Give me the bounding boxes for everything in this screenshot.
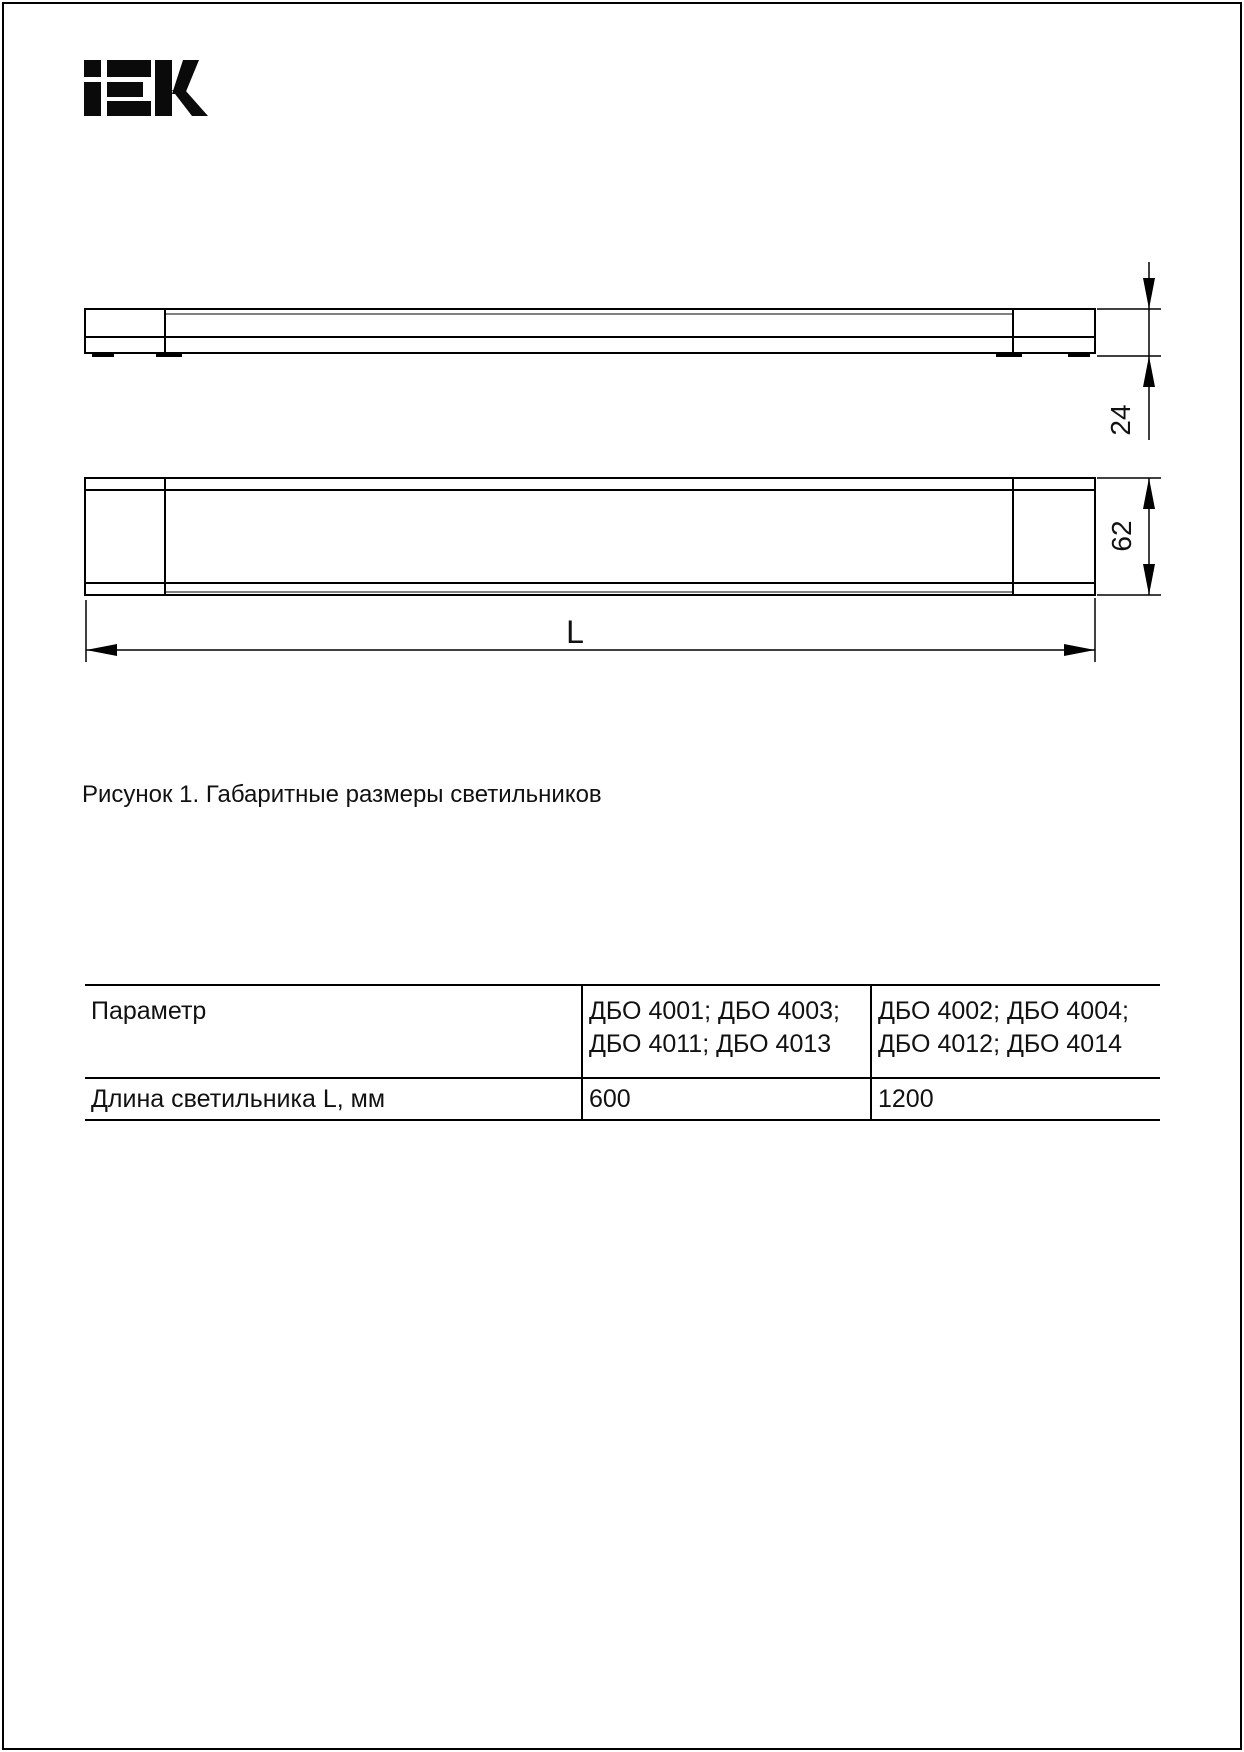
header-cell-models-1200 <box>871 985 1160 1078</box>
header-cell-models-600 <box>582 985 871 1078</box>
side-view <box>85 309 1095 357</box>
cell-length-1200: 1200 <box>871 1078 1160 1120</box>
cell-length-600: 600 <box>582 1078 871 1120</box>
header-cell-parameter: Параметр <box>85 985 582 1078</box>
dimension-24-label: 24 <box>1105 404 1136 436</box>
dimension-length <box>86 598 1095 662</box>
parameters-table <box>85 984 1160 1121</box>
header-models-line: ДБО 4001; ДБО 4003; <box>589 997 840 1025</box>
header-models-line: ДБО 4012; ДБО 4014 <box>878 1030 1123 1058</box>
table-header-row <box>85 985 1160 1078</box>
dimension-drawing <box>0 0 1244 760</box>
front-view <box>85 478 1095 595</box>
cell-parameter-name: Длина светильника L, мм <box>85 1078 582 1120</box>
dimension-length-label: L <box>566 614 584 650</box>
table-row <box>85 1078 1160 1120</box>
dimension-62-label: 62 <box>1106 520 1137 552</box>
header-models-line: ДБО 4002; ДБО 4004; <box>878 997 1129 1025</box>
header-models-line: ДБО 4011; ДБО 4013 <box>589 1030 832 1058</box>
figure-caption: Рисунок 1. Габаритные размеры светильников <box>82 781 602 808</box>
